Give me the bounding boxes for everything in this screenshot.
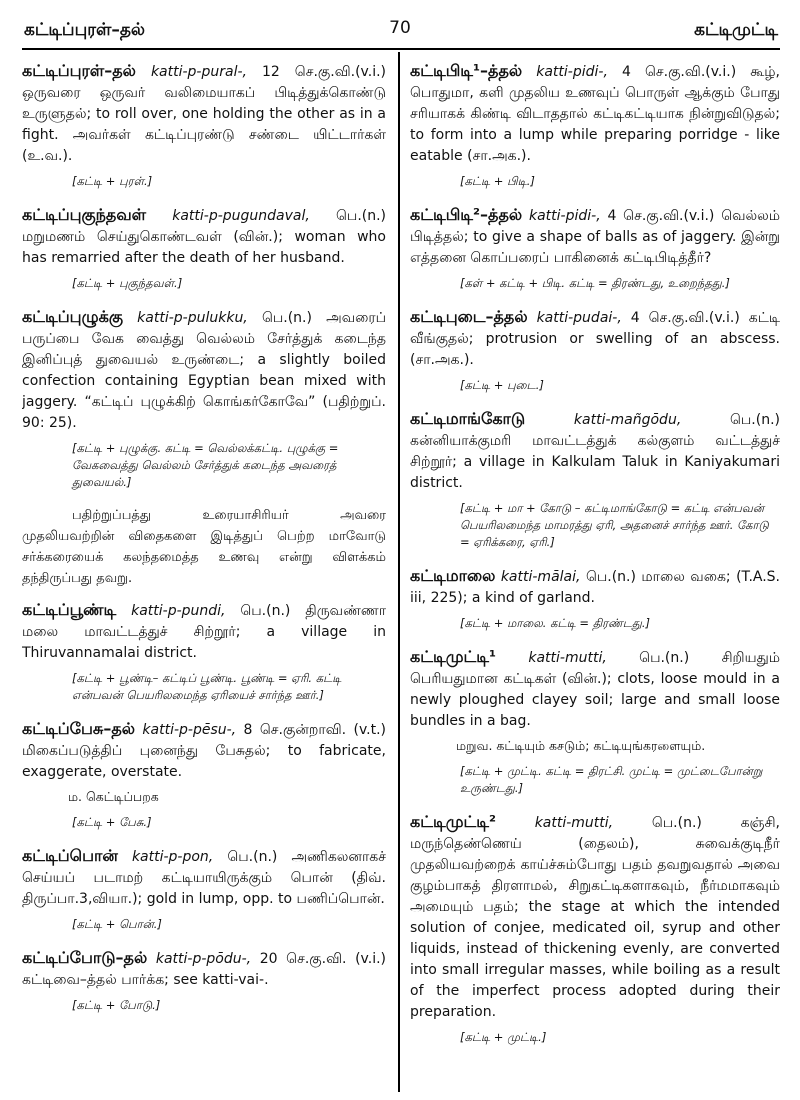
headword: கட்டிப்பேசு–தல் — [22, 719, 136, 738]
headword: கட்டிப்புழுக்கு — [22, 307, 123, 326]
synonym-note: மறுவ. கட்டியும் கசடும்; கட்டியுங்கரளையும். — [456, 738, 706, 753]
dictionary-entry — [22, 947, 386, 991]
column-divider — [398, 52, 400, 1092]
definition: பெ.(n.) மறுமணம் செய்துகொண்டவள் (வின்.); woman who has remarried after the death of her husband. — [22, 208, 386, 266]
headword: கட்டிமுட்டி² — [410, 812, 496, 831]
etymology: [கட்டி + புடை.] — [460, 378, 544, 392]
romanization: katti-mutti, — [534, 815, 614, 831]
definition: பெ.(n.) அவரைப் பருப்பை வேக வைத்து வெல்லம் சேர்த்துக் கடைந்த இனிப்புத் துவையல் உருண்டை; a slightly boiled confection containing Egyptian bean mixed with jaggery. “கட்டிப் புழுக்கிற் கொங்கர்கோவே” (பதிற்றுப். 90: 25). — [22, 310, 386, 431]
headword: கட்டிப்போடு–தல் — [22, 948, 148, 967]
definition: பெ.(n.) திருவண்ணா மலை மாவட்டத்துச் சிற்றூர்; a village in Thiruvannamalai district. — [22, 603, 386, 661]
dictionary-entry — [410, 408, 780, 494]
etymology: [கட்டி + புரள்.] — [72, 174, 153, 188]
headword: கட்டிப்பூண்டி — [22, 600, 117, 619]
definition: 4 செ.கு.வி.(v.i.) கட்டி வீங்குதல்; protrusion or swelling of an abscess. (சா.அக.). — [410, 310, 780, 368]
headword: கட்டிபிடி¹–த்தல் — [410, 61, 523, 80]
etymology: [கட்டி + பூண்டி– கட்டிப் பூண்டி. பூண்டி = ஏரி. கட்டி என்பவன் பெயரிலமைந்த ஏரியைச் சார்ந்த ஊர்.] — [72, 671, 342, 702]
dictionary-entry — [22, 718, 386, 783]
etymology: [கட்டி + புகுந்தவள்.] — [72, 276, 183, 290]
definition: 8 செ.குன்றாவி. (v.t.) மிகைப்படுத்திப் புனைந்து பேசுதல்; to fabricate, exaggerate, overstate. — [22, 722, 386, 780]
headword: கட்டிப்பொன் — [22, 846, 118, 865]
romanization: katti-p-pural-, — [150, 64, 247, 80]
romanization: katti-pidi-, — [536, 64, 608, 80]
romanization: katti-p-pulukku, — [137, 310, 248, 326]
romanization: katti-p-pēsu-, — [142, 722, 237, 738]
dictionary-entry — [410, 811, 780, 1023]
definition: பெ.(n.) சிறியதும் பெரியதுமான கட்டிகள் (வின்.); clots, loose mould in a newly ploughed clayey soil; large and small loose bundles in a bag. — [410, 650, 780, 729]
definition: 4 செ.கு.வி.(v.i.) கூழ், பொதுமா, களி முதலிய உணவுப் பொருள் ஆக்கும் போது சரியாகக் கிண்டி விடாததால் கட்டிகட்டியாக நின்றுவிடுதல்; to form into a lump while preparing porridge - like eatable (சா.அக.). — [410, 64, 780, 164]
romanization: katti-mālai, — [500, 569, 581, 585]
romanization: katti-mutti, — [528, 650, 607, 666]
etymology: [கட்டி + முட்டி. கட்டி = திரட்சி. முட்டி = முட்டைபோன்று உருண்டது.] — [460, 764, 763, 795]
dictionary-entry — [22, 306, 386, 434]
etymology: [கட்டி + புழுக்கு. கட்டி = வெல்லக்கட்டி. புழுக்கு = வேகவைத்து வெல்லம் சேர்த்துக் கடைந்த அவரைத் துவையல்.] — [72, 441, 339, 489]
definition: பெ.(n.) அணிகலனாகச் செய்யப் படாமற் கட்டியாயிருக்கும் பொன் (திவ். திருப்பா.3,வியா.); gold in lump, opp. to பணிப்பொன். — [22, 849, 386, 907]
dictionary-entry — [22, 845, 386, 910]
commentary-note: பதிற்றுப்பத்து உரையாசிரியர் அவரை முதலியவற்றின் விதைகளை இடித்துப் பெற்ற மாவோடு சர்க்கரையைக் கலந்தமைத்த உணவு என்று விளக்கம் தந்திருப்பது தவறு. — [22, 508, 386, 586]
definition: பெ.(n.) கஞ்சி, மருந்தெண்ணெய் (தைலம்), சுவைக்குடிநீர் முதலியவற்றைக் காய்ச்சும்போது பதம் தவறுவதால் அவை குழம்பாகத் திரளாமல், சிறுகட்டிகளாகவும், நீர்மமாகவும் அமையும் பதம்; the stage at which the intended solution of conjee, medicated oil, syrup and other liquids, instead of thickening evenly, are converted into small irregular masses, while boiling as a result of the imperfect process adopted during their preparation. — [410, 815, 780, 1020]
romanization: katti-p-pōdu-, — [155, 951, 252, 967]
romanization: katti-p-pundi, — [131, 603, 226, 619]
left-column — [22, 60, 386, 1028]
etymology: [கள் + கட்டி + பிடி. கட்டி = திரண்டது, உறைந்தது.] — [460, 276, 730, 290]
headword: கட்டிபிடி²–த்தல் — [410, 205, 523, 224]
dictionary-entry — [410, 646, 780, 732]
etymology: [கட்டி + மா + கோடு – கட்டிமாங்கோடு = கட்டி என்பவன் பெயரிலமைந்த மாமரத்து ஏரி, அதனைச் சார்ந்த ஊர். கோடு = ஏரிக்கரை, ஏரி.] — [460, 501, 769, 549]
romanization: katti-mañgōdu, — [573, 412, 682, 428]
definition: பெ.(n.) மாலை வகை; (T.A.S. iii, 225); a kind of garland. — [410, 569, 780, 606]
right-column — [410, 60, 780, 1060]
dictionary-entry — [410, 306, 780, 371]
page-number: 70 — [389, 18, 411, 38]
dictionary-entry — [410, 60, 780, 167]
cognate-note: ம. கெட்டிப்பறக — [68, 789, 159, 804]
romanization: katti-p-pugundaval, — [172, 208, 310, 224]
dictionary-entry — [410, 565, 780, 609]
dictionary-entry — [22, 599, 386, 664]
headword: கட்டிமாங்கோடு — [410, 409, 526, 428]
definition: 4 செ.கு.வி.(v.i.) வெல்லம் பிடித்தல்; to give a shape of balls as of jaggery. இன்று எத்தனை கொப்பரைப் பாகினைக் கட்டிபிடித்தீர்? — [410, 208, 780, 266]
etymology: [கட்டி + பேசு.] — [72, 815, 152, 829]
header-rule — [22, 48, 780, 50]
running-head-right: கட்டிமுட்டி — [694, 20, 778, 40]
headword: கட்டிமாலை — [410, 566, 496, 585]
definition: 20 செ.கு.வி. (v.i.) கட்டிவை–த்தல் பார்க்க; see katti-vai-. — [22, 951, 386, 988]
romanization: katti-pidi-, — [528, 208, 601, 224]
dictionary-entry — [22, 204, 386, 269]
headword: கட்டிப்புரள்–தல் — [22, 61, 136, 80]
etymology: [கட்டி + முட்டி.] — [460, 1030, 547, 1044]
dictionary-entry — [22, 60, 386, 167]
dictionary-entry — [410, 204, 780, 269]
headword: கட்டிமுட்டி¹ — [410, 647, 496, 666]
romanization: katti-p-pon, — [131, 849, 214, 865]
romanization: katti-pudai-, — [536, 310, 622, 326]
running-head-left: கட்டிப்புரள்–தல் — [24, 20, 146, 40]
definition: 12 செ.கு.வி.(v.i.) ஒருவரை ஒருவர் வலிமையாகப் பிடித்துக்கொண்டு உருளுதல்; to roll over, one holding the other as in a fight. அவர்கள் கட்டிப்புரண்டு சண்டை யிட்டார்கள் (உ.வ.). — [22, 64, 386, 164]
headword: கட்டிப்புகுந்தவள் — [22, 205, 147, 224]
definition: பெ.(n.) கன்னியாக்குமரி மாவட்டத்துக் கல்குளம் வட்டத்துச் சிற்றூர்; a village in Kalkulam Taluk in Kaniyakumari district. — [410, 412, 780, 491]
headword: கட்டிபுடை–த்தல் — [410, 307, 528, 326]
etymology: [கட்டி + மாலை. கட்டி = திரண்டது.] — [460, 616, 650, 630]
etymology: [கட்டி + போடு.] — [72, 998, 161, 1012]
etymology: [கட்டி + பொன்.] — [72, 917, 162, 931]
page-header — [0, 0, 800, 44]
etymology: [கட்டி + பிடி.] — [460, 174, 535, 188]
